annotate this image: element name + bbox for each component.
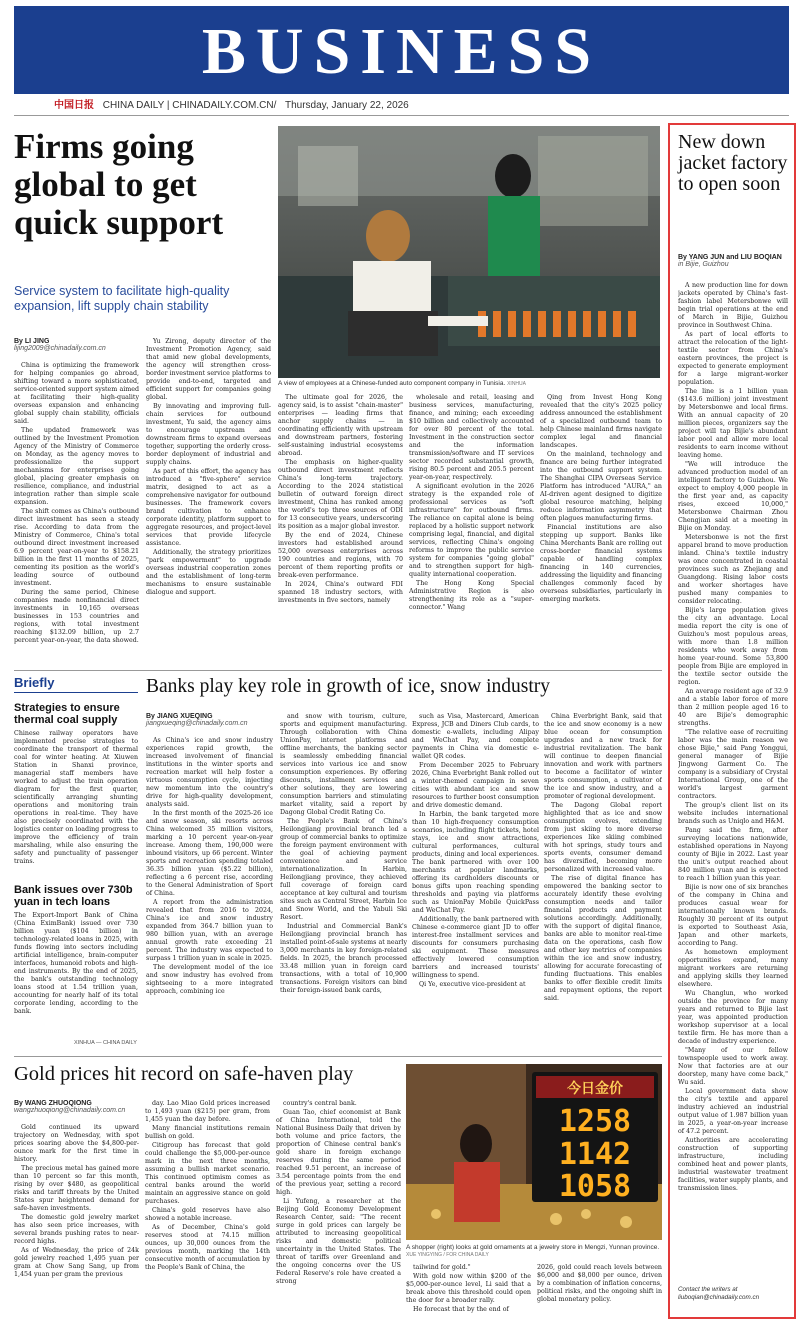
factory-photo-illustration — [278, 126, 660, 378]
paper-name: CHINA DAILY | CHINADAILY.COM.CN/ — [102, 100, 277, 111]
paragraph: such as Visa, Mastercard, American Express, JCB and Diners Club cards, to domestic e-wallets, including Alipay and WeChat Pay, and complete payments in China via domestic e-wallet QR codes. — [412, 713, 539, 760]
info-bar — [14, 96, 789, 116]
banks-headline: Banks play key role in growth of ice, snow industry — [146, 676, 551, 697]
lead-byline-email: lijing2009@chinadaily.com.cn — [14, 345, 106, 352]
paragraph: Qing from Invest Hong Kong revealed that the city's 2025 policy address announced the establishment of a specialized outbound team to help Chinese mainland firms navigate complex legal and financial landscapes. — [540, 394, 662, 449]
paragraph: Pang said the firm, after surveying locations nationwide, established operations in Nayong county of Bijie in 2022. Last year the unit's output reached about 840 million yuan and is expected to reach 1 billion yuan this year. — [678, 827, 788, 882]
gold-column-2 — [145, 1100, 270, 1320]
lead-column-3 — [278, 394, 403, 668]
contact-label: Contact the writers at — [678, 1286, 738, 1293]
photo-credit: XINHUA — [507, 381, 526, 387]
banks-column-2 — [280, 713, 407, 1051]
paragraph: A significant evolution in the 2026 strategy is the expanded role of professional services as "soft infrastructure" for outbound firms. The reliance on capital alone is being replaced by a holistic support network comprising legal, financial, and digital services, reflecting China's ongoing reforms to improve the public service system for companies "going global" and to strengthen support for high-quality international cooperation. — [409, 483, 534, 578]
paragraph: day. Lao Miao Gold prices increased to 1,493 yuan ($215) per gram, from 1,455 yuan the day before. — [145, 1100, 270, 1123]
paragraph: "We will introduce the advanced production model of an intelligent factory to Guizhou. We expect to employ 4,000 people in the first year and, as capacity rises, exceed 10,000," Metersbonwe Chairman Zhou Chengjian said at a meeting in Bijie on Monday. — [678, 461, 788, 532]
lead-byline — [14, 338, 139, 352]
paragraph: The ultimate goal for 2026, the agency said, is to assist "chain-master" enterprises — leading firms that anchor supply chains — in coordinating efficiently with upstream and downstream partners, fostering self-sustaining industrial ecosystems abroad. — [278, 394, 403, 457]
brief-text — [14, 912, 138, 1022]
gold-byline-email: wangzhuoqiong@chinadaily.com.cn — [14, 1107, 126, 1114]
lead-headline: Firms going global to get quick support — [14, 127, 224, 242]
paragraph: Chinese railway operators have implemented precise strategies to coordinate the transport of thermal coal for winter heating. At Xiuwen Station in Shanxi province, managerial staff members have worked to adjust the train operation diagram for the first quarter, scientifically arranging shunting operations and monitoring train operations in real-time. They have also precisely coordinated with the logistics center on loading progress to improve the efficiency of train marshaling, while also ensuring the safety and punctuality of passenger trains. — [14, 730, 138, 865]
paragraph: By the end of 2024, Chinese investors had established around 52,000 overseas enterprises across 190 countries and regions, with 70 percent of them reporting profits or break-even performance. — [278, 532, 403, 579]
paragraph: The development model of the ice and snow industry has evolved from sightseeing to a more integrated approach, combining ice — [146, 964, 273, 995]
board-title: 今日金价 — [567, 1081, 623, 1097]
paragraph: tailwind for gold." — [413, 1264, 471, 1271]
paragraph: Gold continued its upward trajectory on Wednesday, with spot prices soaring above the $4,800-per-ounce mark for the first time in history. — [14, 1124, 139, 1163]
brief-text — [14, 730, 138, 876]
caption-text: A shopper (right) looks at gold ornaments at a jewelry store in Mengzi, Yunnan province. — [406, 1244, 660, 1251]
paragraph: An average resident age of 32.9 and a stable labor force of more than 2 million people aged 16 to 40 are Bijie's demographic strengths. — [678, 688, 788, 727]
sidebar-byline-place: in Bijie, Guizhou — [678, 261, 729, 268]
banks-byline — [146, 713, 271, 727]
lead-column-4 — [409, 394, 534, 668]
paragraph: The emphasis on higher-quality outbound direct investment reflects China's long-term trajectory. According to the 2024 statistical bulletin of outward foreign direct investment, China has ranked among the world's top three sources of ODI for 13 consecutive years, underscoring its position as a major global investor. — [278, 459, 403, 530]
paragraph: China's gold reserves have also showed a notable increase. — [145, 1207, 270, 1222]
paragraph: With gold now within $200 of the $5,000-per-ounce level, Li said that a break above this threshold could open the door for a broader rally. — [406, 1273, 531, 1304]
paragraph: Li Yufeng, a researcher at the Beijing Gold Economy Development Research Center, said: "The recent surge in gold prices can largely be attributed to increasing geopolitical risks and domestic political uncertainty in the United States. The threat of tariffs over Greenland and the ongoing concerns over the US Federal Reserve's role have created a strong — [276, 1198, 401, 1285]
gold-column-3 — [276, 1100, 401, 1320]
brief-headline: Strategies to ensure thermal coal supply — [14, 702, 120, 726]
board-price: 1058 — [558, 1169, 632, 1204]
paragraph: Bijie is now one of six branches of the company in China and produces casual wear for internationally known brands. Roughly 30 percent of its output is exported to Southeast Asia, Japan and other markets, according to Pang. — [678, 884, 788, 947]
paragraph: The shift comes as China's outbound direct investment has seen a steady rise. According to data from the Ministry of Commerce, China's total outbound direct investment increased 6.9 percent year-on-year to $158.21 billion in the first 11 months of 2025, cementing its position as the world's leading source of outbound investment. — [14, 508, 139, 587]
paragraph: Local government data show the city's textile and apparel industry achieved an industrial output value of 1.987 billion yuan in 2025, a year-on-year increase of 47.2 percent. — [678, 1088, 788, 1135]
board-price: 1142 — [558, 1137, 632, 1172]
masthead-banner — [14, 6, 789, 94]
banks-column-1 — [146, 737, 273, 1051]
gold-column-1 — [14, 1124, 139, 1320]
jewelry-store-illustration — [406, 1064, 662, 1240]
paragraph: Wu Changlun, who worked outside the province for many years and returned to Bijie last year, was appointed production workshop supervisor at a local textile firm. He has more than a decade of industry experience. — [678, 990, 788, 1045]
lead-column-5 — [540, 394, 662, 668]
gold-photo-caption — [406, 1244, 662, 1258]
brief-headline: Bank issues over 730b yuan in tech loans — [14, 884, 133, 908]
paragraph: China Everbright Bank, said that the ice and snow economy is a new blue ocean for consumption upgrades and a new track for industrial revitalization. The bank will continue to deepen financial innovation and work with partners to become a facilitator of winter sports consumption, a cultivator of the ice and snow industry, and a promoter of regional development. — [544, 713, 662, 800]
paragraph: In Harbin, the bank targeted more than 10 high-frequency consumption scenarios, including flight tickets, hotel stays, ice and snow attractions, cultural performances, cultural products, dining and local experiences. The bank partnered with over 100 merchants at popular landmarks, offering its cardholders discounts or bonus gifts upon reaching spending thresholds and paying via platforms such as UnionPay Mobile QuickPass and WeChat Pay. — [412, 811, 539, 914]
gold-photo — [406, 1064, 662, 1240]
paragraph: "Many of our fellow townspeople used to work away. Now that factories are at our doorstep, many have come back," Wu said. — [678, 1047, 788, 1086]
paragraph: As of Wednesday, the price of 24k gold jewelry reached 1,495 yuan per gram at Chow Sang Sang, up from 1,454 yuan per gram the previous — [14, 1247, 139, 1278]
paragraph: Financial institutions are also stepping up support. Banks like China Merchants Bank are rolling out cross-border financial systems capable of handling complex financing in 140 currencies, addressing the liquidity and financing challenges commonly faced by overseas subsidiaries, particularly in emerging markets. — [540, 524, 662, 603]
paragraph: From December 2025 to February 2026, China Everbright Bank rolled out a winter-themed campaign in seven cities with abundant ice and snow resources to further boost consumption and drive domestic demand. — [412, 762, 539, 809]
paragraph: In the first month of the 2025-26 ice and snow season, ski resorts across China welcomed 35 million visitors, marking a 10 percent year-on-year increase. Among them, 190,000 were inbound visitors, up 66 percent. Winter sports and recreation spending totaled 36.35 billion yuan ($5.22 billion), reflecting a 6 percent rise, according to the General Administration of Sport of China. — [146, 810, 273, 897]
paragraph: Qi Ye, executive vice-president at — [419, 981, 526, 988]
paragraph: Bijie's large population gives the city an advantage. Local media report the city is one of Guizhou's most populous areas, with more than 1.8 million residents who work away from home year-round. Some 53,800 people from Bijie are employed in the textile sector outside the region. — [678, 607, 788, 686]
paragraph: A report from the administration revealed that from 2016 to 2024, China's ice and snow industry expanded from 364.7 billion yuan to 980 billion yuan, with an average annual growth rate exceeding 21 percent. The industry was expected to surpass 1 trillion yuan in scale in 2025. — [146, 899, 273, 962]
paragraph: As China's ice and snow industry experiences rapid growth, the increased involvement of financial institutions in the winter sports and recreation market will help foster a virtuous consumption cycle, injecting new momentum into the country's drive for high-quality development, analysts said. — [146, 737, 273, 808]
china-daily-logo: 中国日报 — [54, 100, 94, 111]
banks-byline-email: jiangxueqing@chinadaily.com.cn — [146, 720, 248, 727]
paragraph: Many financial institutions remain bullish on gold. — [145, 1125, 270, 1140]
issue-date: Thursday, January 22, 2026 — [284, 100, 409, 111]
paragraph: Guan Tao, chief economist at Bank of China International, told the National Business Daily that driven by both volume and price factors, the proportion of Chinese central bank's gold share in foreign exchange reserves during the same period reached 9.51 percent, an increase of 3.54 percentage points from the end of the previous year, setting a record high. — [276, 1109, 401, 1196]
paragraph: During the same period, Chinese companies made nonfinancial direct investments in 10,165 overseas businesses in 153 countries and regions, with total investment reaching $132.09 billion, up 2.7 percent year-on-year, the data showed. — [14, 589, 139, 644]
lead-subhead: Service system to facilitate high-quality expansion, lift supply chain stability — [14, 284, 230, 313]
paragraph: As part of this effort, the agency has introduced a "five-sphere" service matrix, designed to act as a comprehensive navigator for outbound businesses. The framework covers brand cultivation to enhance corporate identity, platform support to aggregate resources, and project-level services that provide lifecycle assistance. — [146, 468, 271, 547]
lead-column-1 — [14, 362, 139, 668]
briefly-rule — [14, 692, 138, 693]
paragraph: The line is a 1 billion yuan ($143.6 million) joint investment by Metersbonwe and local firms. With an annual capacity of 20 million pieces, organizers say the project will tap Bijie's abundant labor pool and allow more local residents to earn income without leaving home. — [678, 388, 788, 459]
paragraph: The rise of digital finance has empowered the banking sector to accurately identify these evolving consumption needs and tailor financial products and payment solutions accordingly. Additionally, with the support of digital finance, banks are able to monitor real-time data on the operations, cash flow and other key metrics of companies within the ice and snow industry, allowing for accurate forecasting of funding fluctuations. This enables banks to offer flexible credit limits and repayment options, the report said. — [544, 875, 662, 1002]
paragraph: As part of local efforts to attract the relocation of the light-textile sector from China's eastern provinces, the project is expected to generate employment for a large migrant-worker population. — [678, 331, 788, 386]
section-title: BUSINESS — [201, 15, 602, 88]
paragraph: As hometown employment opportunities expand, many migrant workers are returning and applying skills they learned elsewhere. — [678, 949, 788, 988]
paragraph: As of December, China's gold reserves stood at 74.15 million ounces, up 30,000 ounces from the previous month, marking the 14th consecutive month of accumulation by the People's Bank of China, the — [145, 1224, 270, 1271]
paragraph: Citigroup has forecast that gold could challenge the $5,000-per-ounce mark in the next three months, assuming a bullish market scenario. This continued optimism comes as central banks around the world maintain an aggressive stance on gold purchases. — [145, 1142, 270, 1205]
paragraph: China is optimizing the framework for helping companies go abroad, shifting toward a more sophisticated, service-oriented support system aimed at facilitating their high-quality overseas expansion and enhancing global supply chain stability, officials said. — [14, 362, 139, 425]
paragraph: Additionally, the bank partnered with Chinese e-commerce giant JD to offer interest-free installment services and discounts for consumers purchasing ski equipment. These measures effectively lowered consumption barriers and increased tourists' willingness to spend. — [412, 916, 539, 979]
paragraph: The Export-Import Bank of China (China EximBank) issued over 730 billion yuan ($104 billion) in technology-related loans in 2025, with funds flowing into sectors including artificial intelligence, brain-computer interfaces, humanoid robots and high-end instruments. By the end of 2025, the bank's outstanding technology loans stood at 1.54 trillion yuan, accounting for nearly half of its total corporate lending, according to the bank. — [14, 912, 138, 1015]
paragraph: The group's client list on its website includes international brands such as Uniqlo and H&M. — [678, 802, 788, 825]
paragraph: 2026, gold could reach levels between $6,000 and $8,000 per ounce, driven by a combination of inflation concerns, political risks, and the ongoing shift in global monetary policy. — [537, 1264, 662, 1303]
paragraph: A new production line for down jackets operated by China's fast-fashion label Metersbonwe will begin trial operations at the end of March in Bijie, Guizhou province in Southwest China. — [678, 282, 788, 329]
banks-byline-name: By JIANG XUEQING — [146, 713, 213, 720]
paragraph: By innovating and improving full-chain services for outbound investment, Yu said, the agency aims to encourage upstream and downstream firms to expand overseas together, supporting the orderly cross-border deployment of industrial and supply chains. — [146, 403, 271, 466]
section-rule — [14, 1056, 662, 1057]
gold-headline: Gold prices hit record on safe-haven play — [14, 1063, 354, 1085]
paragraph: The updated framework was outlined by the Investment Promotion Agency of the Ministry of Commerce on Monday, as the agency moves to professionalize the support mechanisms for enterprises going global, placing greater emphasis on resilience, compliance, and industrial integration rather than simple scale expansion. — [14, 427, 139, 506]
paragraph: In 2024, China's outward FDI spanned 18 industry sectors, with investments in five sectors, namely — [278, 581, 403, 604]
paragraph: and snow with tourism, culture, sports and equipment manufacturing. Through collaboration with China UnionPay, internet platforms and offline merchants, the banking sector is seamlessly embedding financial services into various ice and snow consumption experiences. By offering discounts, installment services and other solutions, they are lowering consumption barriers and stimulating market vitality, said a report by Dagong Global Credit Rating Co. — [280, 713, 407, 816]
sidebar-body — [678, 282, 788, 1284]
masthead-rule — [14, 115, 789, 116]
board-price: 1258 — [558, 1104, 632, 1139]
paragraph: Metersbonwe is not the first apparel brand to move production inland. China's textile industry was once concentrated in coastal provinces such as Zhejiang and Guangdong. Rising labor costs and worker shortages have pushed many companies to consider relocating. — [678, 534, 788, 605]
paragraph: The Dagong Global report highlighted that as ice and snow consumption evolves, extending from just skiing to more diverse experiences like skiing combined with hot springs, study tours and sports events, consumer demand has diversified, becoming more personalized with increased value. — [544, 802, 662, 873]
paragraph: country's central bank. — [283, 1100, 357, 1107]
contact-email: liuboqian@chinadaily.com.cn — [678, 1294, 760, 1301]
caption-text: A view of employees at a Chinese-funded auto component company in Tunisia. — [278, 380, 506, 387]
lead-byline-name: By LI JING — [14, 338, 50, 345]
paragraph: wholesale and retail, leasing and business services, manufacturing, finance, and mining; each exceeding $10 billion and collectively accounted for over 80 percent of the total. Investment in the construction sector and the information transmission/software and IT services sector recorded substantial growth, rising 80.5 percent and 205.5 percent year-on-year, respectively. — [409, 394, 534, 481]
paragraph: "The relative ease of recruiting labor was the main reason we chose Bijie," said Pang Yonggui, general manager of Bijie Jingwong Garment Co. The company is a subsidiary of Crystal International Group, one of the world's largest garment contractors. — [678, 729, 788, 800]
paragraph: He forecast that by the end of — [413, 1306, 509, 1313]
gold-column-5 — [537, 1264, 662, 1320]
gold-column-4 — [406, 1264, 531, 1320]
paragraph: Yu Zirong, deputy director of the Investment Promotion Agency, said that amid new global developments, the agency will strengthen cross-border investment service platforms to provide end-to-end, targeted and efficient support for companies going global. — [146, 338, 271, 401]
paragraph: The People's Bank of China's Heilongjiang provincial branch led a group of commercial banks to optimize the foreign payment environment with the goal of achieving payment convenience and service internationalization. In Harbin, Heilongjiang province, they achieved full coverage of foreign card acceptance at key cultural and tourism sites such as Central Street, Harbin Ice and Snow World, and the Yabuli Ski Resort. — [280, 818, 407, 921]
paragraph: The precious metal has gained more than 10 percent so far this month, rising by over $480, as geopolitical risks and tariff threats by the United States spur heightened demand for safe-haven investments. — [14, 1165, 139, 1212]
paragraph: On the mainland, technology and finance are being further integrated into the outbound support system. The Shanghai CIPA Overseas Service Platform has introduced "AURA," an AI-driven agent designed to digitize global resource matching, helping reduce information asymmetry that often plagues manufacturing firms. — [540, 451, 662, 522]
briefly-credit: XINHUA — CHINA DAILY — [74, 1040, 137, 1046]
sidebar-byline — [678, 254, 788, 268]
sidebar-byline-name: By YANG JUN and LIU BOQIAN — [678, 254, 782, 261]
paragraph: The Hong Kong Special Administrative Region is also strengthening its role as a "super-connector." Wang — [409, 580, 534, 611]
paragraph: The domestic gold jewelry market has also seen price increases, with several brands pushing rates to near-record highs. — [14, 1214, 139, 1245]
sidebar-contact — [678, 1286, 788, 1302]
lead-photo — [278, 126, 660, 378]
banks-column-3 — [412, 713, 539, 1051]
paragraph: Authorities are accelerating construction of supporting infrastructure, including combined heat and power plants, industrial wastewater treatment facilities, water supply plants, and transmission lines. — [678, 1137, 788, 1192]
section-rule — [14, 670, 662, 671]
gold-byline — [14, 1100, 139, 1114]
sidebar-headline: New down jacket factory to open soon — [678, 131, 788, 195]
briefly-title: Briefly — [14, 675, 55, 690]
paragraph: Industrial and Commercial Bank's Heilongjiang provincial branch has installed point-of-sale systems at nearly 3,000 merchants in key foreign-related fields. In 2025, the branch processed 33.48 million yuan in foreign card transactions, with a total of 10,900 transactions. Foreign visitors can bind their foreign-issued bank cards, — [280, 923, 407, 994]
banks-column-4 — [544, 713, 662, 1051]
gold-byline-name: By WANG ZHUOQIONG — [14, 1100, 92, 1107]
paragraph: Additionally, the strategy prioritizes "park empowerment" to upgrade overseas industrial cooperation zones and the establishment of long-term mechanisms to ensure sustainable dialogue and support. — [146, 549, 271, 596]
photo-credit: XUE YINGYING / FOR CHINA DAILY — [406, 1252, 489, 1258]
lead-column-2 — [146, 338, 271, 668]
lead-photo-caption — [278, 380, 660, 387]
